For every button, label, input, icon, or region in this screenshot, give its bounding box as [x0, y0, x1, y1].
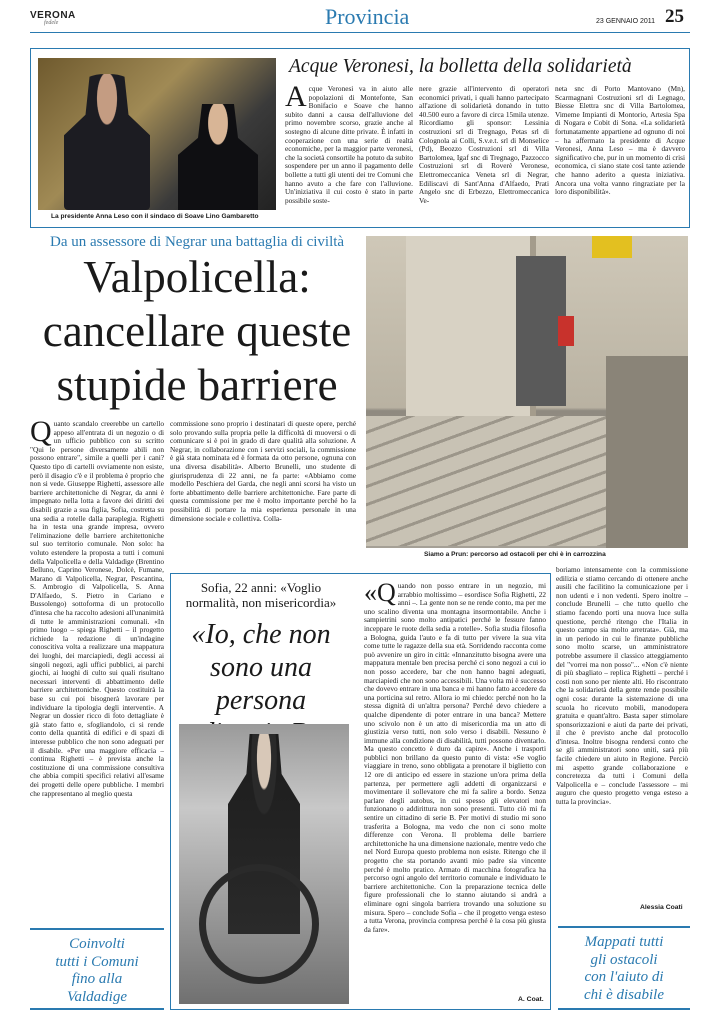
box-right-mappati — [558, 926, 690, 1010]
box-left-line4: Valdadige — [67, 988, 127, 1005]
masthead — [30, 10, 90, 34]
box-right-line1: Mappati tutti — [584, 934, 664, 950]
masthead-title: VERONA — [30, 10, 76, 21]
article3-title-line2: sono una persona — [210, 652, 312, 716]
page-number: 25 — [665, 6, 684, 27]
article-acque-veronesi — [30, 48, 690, 228]
photo-sofia-wheelchair — [179, 724, 349, 1004]
wheelchair-wheel — [199, 864, 319, 984]
header-rule — [30, 32, 690, 33]
article2-kicker: Da un assessore di Negrar una battaglia di civiltà — [50, 234, 345, 250]
article2-title-line2: cancellare queste — [42, 306, 352, 356]
photo-prun-barriers — [366, 236, 688, 548]
article3-kicker — [171, 580, 351, 610]
article3-signature: A. Coat. — [518, 996, 544, 1003]
article1-col1: Acque Veronesi va in aiuto alle popolazioni di Montefonte, San Bonifacio e Soave che hanno subito danni a causa dell'alluvione del primo novembre scorso, grazie anche al sostegno di alcune ditte private. È infatti in cooperazione con una serie di realtà economiche, per la maggior parte veronesi, che la società consortile ha potuto da subito sospendere per un anno il pagamento delle bollette a tutti gli utenti dei tre Comuni che hanno avuto a che fare con l'alluvione. Un'iniziativa il cui costo è stato in parte possibile soste- — [285, 85, 413, 205]
photo-caption-2: Siamo a Prun: percorso ad ostacoli per chi è in carrozzina — [424, 551, 606, 558]
photo-caption-1: La presidente Anna Leso con il sindaco di Soave Lino Gambaretto — [51, 213, 259, 220]
article2-title-line1: Valpolicella: — [83, 252, 311, 302]
box-right-line2: gli ostacoli — [590, 951, 658, 968]
box-right-line4: chi è disabile — [584, 986, 664, 1003]
box-left-line3: fino alla — [71, 971, 123, 987]
page-date: 23 GENNAIO 2011 — [596, 18, 656, 25]
article2-col2: commissione sono proprio i destinatari di queste opere, perché solo provando sulla propria pelle la difficoltà di muoversi o di comunicare si è poi in grado di dare qualità alla soluzione. A Negrar, in collaborazione con i servizi sociali, la commissione è già stata nominata ed è formata da otto persone, ognuna con una diversa disabilità». Alberto Brunelli, uno studente di giurisprudenza di 22 anni, ne fa parte: «Abbiamo come modello Peschiera del Garda, che negli anni scorsi ha visto un forte abbattimento delle barriere architettoniche. Fare parte di questa commissione per me è molto importante perché ho la possibilità di portare la mia esperienza personale in una dimensione sociale e collettiva. Colla- — [170, 420, 356, 523]
article2-col1: Quanto scandalo creerebbe un cartello appeso all'entrata di un negozio o di un ufficio pubblico con su scritto "Qui le persone diversamente abili non possono entrare", simile a quelli per i cani? Questo tipo di cartelli ovviamente non esiste, però il disagio c'è e il problema è proprio che non si vede. Giuseppe Righetti, assessore alle barriere architettoniche di Negrar, da anni è impegnato nella lotta a favore dei diritti dei disabili grazie a sua figlia, Sofia, costretta su una sedia a rotelle dalla paraplegia. Righetti ha in testa una grande impresa, ovvero l'eliminazione delle barriere architettoniche sul suo territorio comunale. Non solo: ha voluto estendere la proposta a tutti i comuni della Valpolicella e della Valdadige (Brentino Belluno, Caprino Veronese, Dolcè, Fumane, Marano di Valpolicella, Negrar, Pescantina, S. Ambrogio di Valpolicella, S. Anna D'Alfaedo, S. Pietro in Cariano e Bussolengo) sottoforma di un protocollo d'intesa che ha raccolto adesioni all'unanimità di tutte le amministrazioni comunali. «In primo luogo – spiega Righetti – il progetto richiede la redazione di un'indagine conoscitiva volta a realizzare una mappatura dei luoghi, dei marciapiedi, degli accessi ai singoli negozi, agli uffici pubblici, ai parchi giochi, ai luoghi di culto sui quali risultano necessari interventi di abbattimento delle barriere architettoniche. Questo costituirà la base su cui poi bisognerà lavorare per individuare la tipologia degli interventi». A Negrar un dossier ricco di foto dettagliate è già stato fatto e, sfogliandolo, ci si rende conto della quantità di edifici e di spazi di interesse pubblico che non sono adeguati per il disabile. «Per una maggiore efficacia – continua Righetti – è prevista anche la costituzione di una commissione consultiva che abbia compiti specifici relativi all'esame dei progetti delle opere pubbliche. I membri che rappresentano al meglio questa — [30, 420, 164, 798]
article3-dropcap: «Q — [364, 582, 396, 607]
article3-kicker-line1: Sofia, 22 anni: «Voglio — [200, 580, 322, 595]
article2-col3: boriamo intensamente con la commissione edilizia e stiamo cercando di ottenere anche ausili che facilitino la comunicazione per i non udenti e i non vedenti. Spero inoltre – conclude Brunelli – che tutto quello che stiamo facendo porti una nuova luce sulla questione, perché ritengo che l'Italia in questo campo sia molto arretrata». Già, ma in un periodo in cui le finanze pubbliche sono molto scarse, un amministratore potrebbe assumere il classico atteggiamento del "vorrei ma non posso"... «Non c'è niente di più sbagliato – replica Righetti – perché i costi non sono per niente alti. Ho riscontrato che la solidarietà della gente rende possibile ogni cosa: durante la sistemazione di una scuola ho ricevuto mobili, manodopera gratuita e quant'altro. Basta saper stimolare sponsorizzazioni e aiuti da parte dei privati, il che è previsto anche dal protocollo d'intesa. Inoltre bisogna rendersi conto che se gli amministratori sono uniti, sarà più facile chiedere un aiuto in Regione. Perciò mi aspetto grande collaborazione e concretezza da tutti i Comuni della Valpolicella e – conclude l'assessore – mi auguro che questo progetto venga esteso a tutta la provincia». — [556, 566, 688, 807]
box-right-line3: con l'aiuto di — [584, 969, 664, 985]
box-left-line2: tutti i Comuni — [55, 953, 139, 970]
box-left-line1: Coinvolti — [69, 936, 125, 952]
sign-pt — [592, 236, 632, 258]
person-silhouette-man — [64, 74, 150, 210]
article2-dropcap: Q — [30, 420, 52, 448]
photo-leso-gambaretto — [38, 58, 276, 210]
postbox — [558, 316, 574, 346]
article-sofia-righetti — [170, 573, 551, 1010]
box-left-coinvolti — [30, 928, 164, 1010]
steps — [366, 416, 606, 546]
article1-col2: nere grazie all'intervento di operatori economici privati, i quali hanno partecipato all'azione di solidarietà donando in tutto 40.500 euro a favore di circa 15mila utenze. Ricordiamo gli sponsor: Lessinia costruzioni srl di Tregnago, Petas srl di Colognola ai Colli, S.v.e.t. srl di Monselice (Pd), Beozzo Costruzioni srl di Villa Bartolomea, Igaf snc di Tregnago, Pazzocco Costruzioni srl di Roverè Veronese, Elettromeccanica Veneta srl di Negrar, Ediliscavi di Sant'Anna d'Alfaedo, Prati Angelo snc di Erbezzo, Elettromeccanica Ve- — [419, 85, 549, 205]
article3-title-line1: «Io, che non — [191, 619, 331, 650]
article1-col3: neta snc di Porto Mantovano (Mn), Scarmagnani Costruzioni srl di Legnago, Biesse Elettra snc di Villa Bartolomea, Vimeme Impianti di Montorio, Artesia Spa di Nogara e Cobit di Sona. «La solidarietà fortunatamente appartiene ad ognuno di noi – ha affermato la presidente di Acque Veronesi, Anna Leso – ma è davvero significativo che, pur in un momento di crisi economica, ci siano state così tante aziende che hanno aderito a questa iniziativa. Ancora una volta vanno ringraziate per la loro disponibilità». — [555, 85, 685, 197]
masthead-subtitle: fedele — [44, 20, 59, 26]
article1-dropcap: A — [285, 85, 307, 113]
article2-signature: Alessia Coati — [640, 904, 683, 911]
article2-title — [32, 250, 362, 412]
person-silhouette-woman — [178, 104, 258, 210]
section-title: Provincia — [325, 4, 410, 29]
article2-title-line3: stupide barriere — [56, 360, 338, 410]
street — [606, 356, 688, 548]
box-right-text — [558, 934, 690, 1004]
article1-title: Acque Veronesi, la bolletta della solidarietà — [289, 56, 632, 77]
article3-kicker-line2: normalità, non misericordia» — [185, 595, 337, 610]
article3-col1: «Quando non posso entrare in un negozio, mi arrabbio moltissimo – esordisce Sofia Righetti, 22 anni –. La gente non se ne rende conto, ma per me uno scalino diventa una montagna insormontabile. Anche i sampietrini sono molto antipatici perché le fessure fanno incepparе le ruote della sedia a rotelle». Sofia studia filosofia a Bologna, guida l'auto e fa di tutto per vivere la sua vita come tutte le ragazze della sua età. Sorridendo racconta come può avvenire un giro in città: «Innanzitutto bisogna avere una mappatura mentale ben precisa perché ci sono negozi a cui io non posso accedere, bar che non hanno bagni adeguati, marciapiedi che non sono accessibili. Una volta mi è successo che dovevo entrare in una banca e mi hanno fatto accedere da una porticina sul retro. Allora io mi chiedo: perché non ho la stessa dignità di un'altra persona? Perché devo chiedere a qualche dipendente di poter entrare in una banca? Mettere uno scivolo non è un atto di misericordia ma un atto di giustizia verso tutti, non solo verso i disabili. Nessuno è immune alla condizione di disabilità, tutti possono diventarlo. Ma questo concetto è duro da capire». Anche i trasporti pubblici non brillano da questo punto di vista: «Se voglio viaggiare in treno, sono obbligata a prenotare il biglietto con 12 ore di anticipo ed essere in stazione un'ora prima della partenza, per permettere agli addetti di organizzarsi e movimentare il sollevatore che mi fa salire a bordo. Senza parlare degli autobus, in cui spesso gli elevatori non funzionano o addirittura non sono presenti. Tutto ciò mi fa sentire un cittadino di serie B. Per motivi di studio mi sono trasferita a Bologna, ma vedo che non ci sono molte differenze con Verona. Il problema delle barriere architettoniche ha una dimensione nazionale, mentre vedo che nel Nord Europa questo problema non esiste. Ritengo che il progetto che sta portando avanti mio padre sia vincente perché è molto pratico. Armato di macchina fotografica ha percorso ogni angolo del territorio comunale e individuato le barriere architettoniche. Con la preparazione tecnica delle figure professionali che lo stanno aiutando si andrà a eliminare ogni singola barriera trovando una soluzione su misura. Spero – conclude Sofia – che il progetto venga esteso a tutta Verona, provincia compresa perché è la cosa più giusta da fare». — [364, 582, 546, 934]
box-left-text — [30, 936, 164, 1006]
